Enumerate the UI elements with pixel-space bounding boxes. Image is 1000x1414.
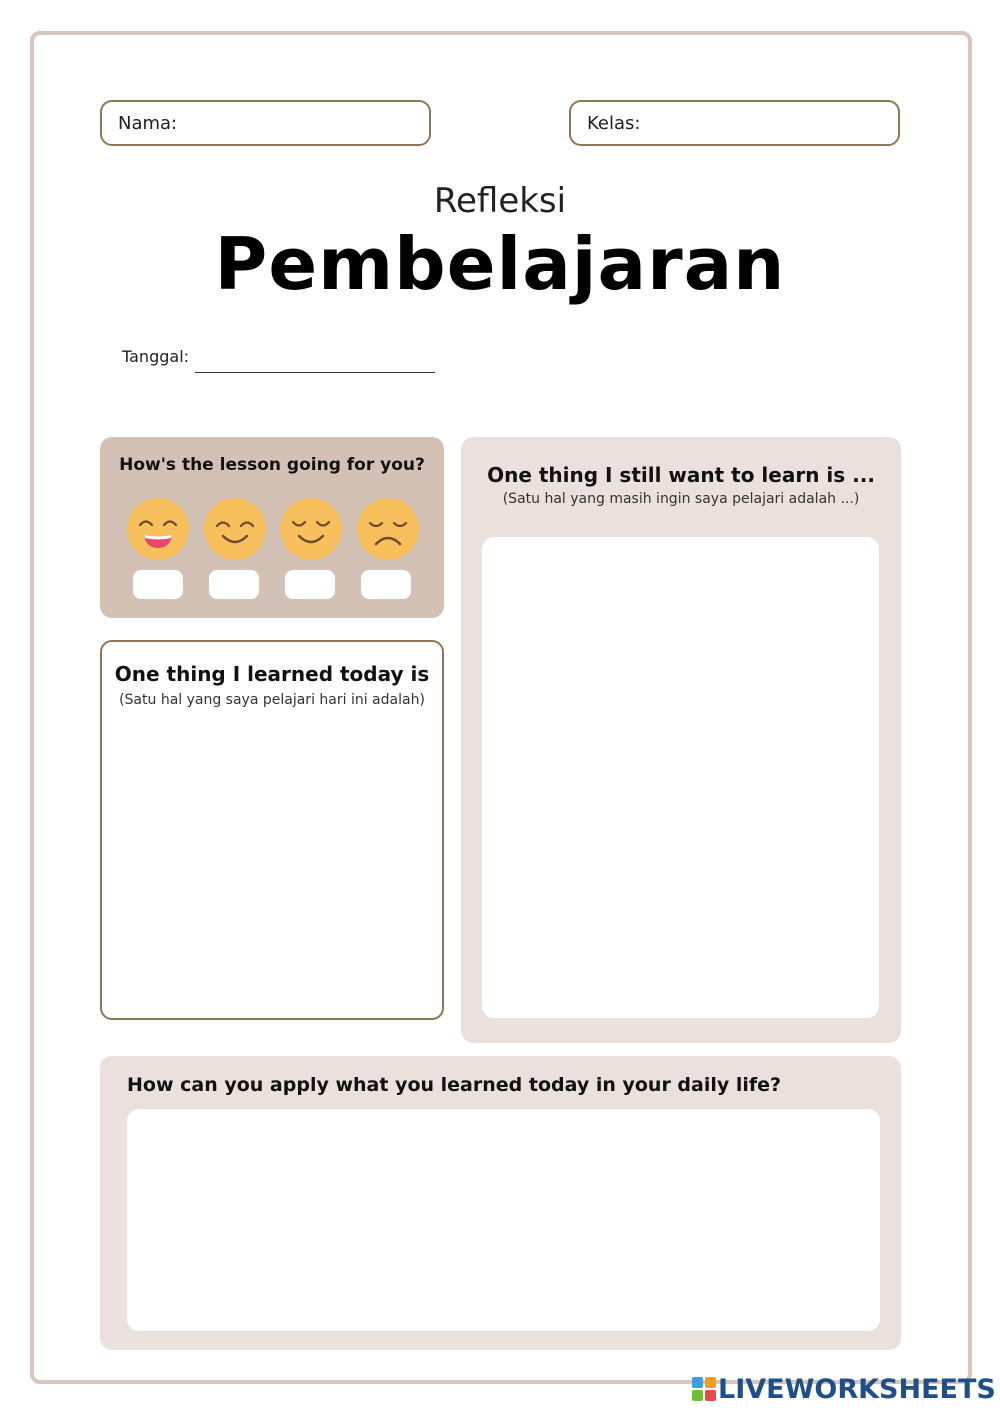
date-input[interactable] (195, 354, 435, 373)
worksheet-subtitle: Refleksi (433, 181, 567, 221)
apply-answer-input[interactable] (127, 1109, 880, 1331)
mood-slot-very-happy[interactable] (133, 570, 183, 599)
apply-question: How can you apply what you learned today in your daily life? (127, 1074, 782, 1096)
liveworksheets-logo-icon (692, 1377, 716, 1401)
learned-answer-input[interactable] (116, 717, 428, 1004)
mood-question: How's the lesson going for you? (119, 455, 425, 475)
mood-card (100, 437, 444, 618)
name-field-box (100, 100, 431, 146)
mood-slot-content[interactable] (285, 570, 335, 599)
mood-slot-happy[interactable] (209, 570, 259, 599)
learned-title: One thing I learned today is (114, 662, 430, 686)
happy-face-icon (204, 498, 266, 560)
worksheet-title: Pembelajaran (214, 222, 786, 306)
class-input[interactable] (661, 110, 886, 140)
want-to-learn-answer-input[interactable] (482, 537, 879, 1018)
class-label: Kelas: (587, 113, 641, 134)
name-input[interactable] (192, 110, 417, 140)
very-happy-face-icon (127, 498, 189, 560)
apply-card (100, 1056, 901, 1350)
class-field-box (569, 100, 900, 146)
date-label: Tanggal: (122, 347, 190, 366)
want-to-learn-card (461, 437, 901, 1043)
mood-slot-sad[interactable] (361, 570, 411, 599)
learned-card (100, 640, 444, 1020)
learned-subtitle: (Satu hal yang saya pelajari hari ini adalah) (119, 692, 425, 708)
sad-face-icon (357, 498, 419, 560)
want-to-learn-title: One thing I still want to learn is ... (487, 463, 875, 487)
liveworksheets-logo (692, 1373, 996, 1405)
want-to-learn-subtitle: (Satu hal yang masih ingin saya pelajari adalah ...) (502, 491, 860, 507)
name-label: Nama: (118, 113, 178, 134)
brand-name: LIVEWORKSHEETS (718, 1373, 996, 1405)
content-face-icon (280, 498, 342, 560)
